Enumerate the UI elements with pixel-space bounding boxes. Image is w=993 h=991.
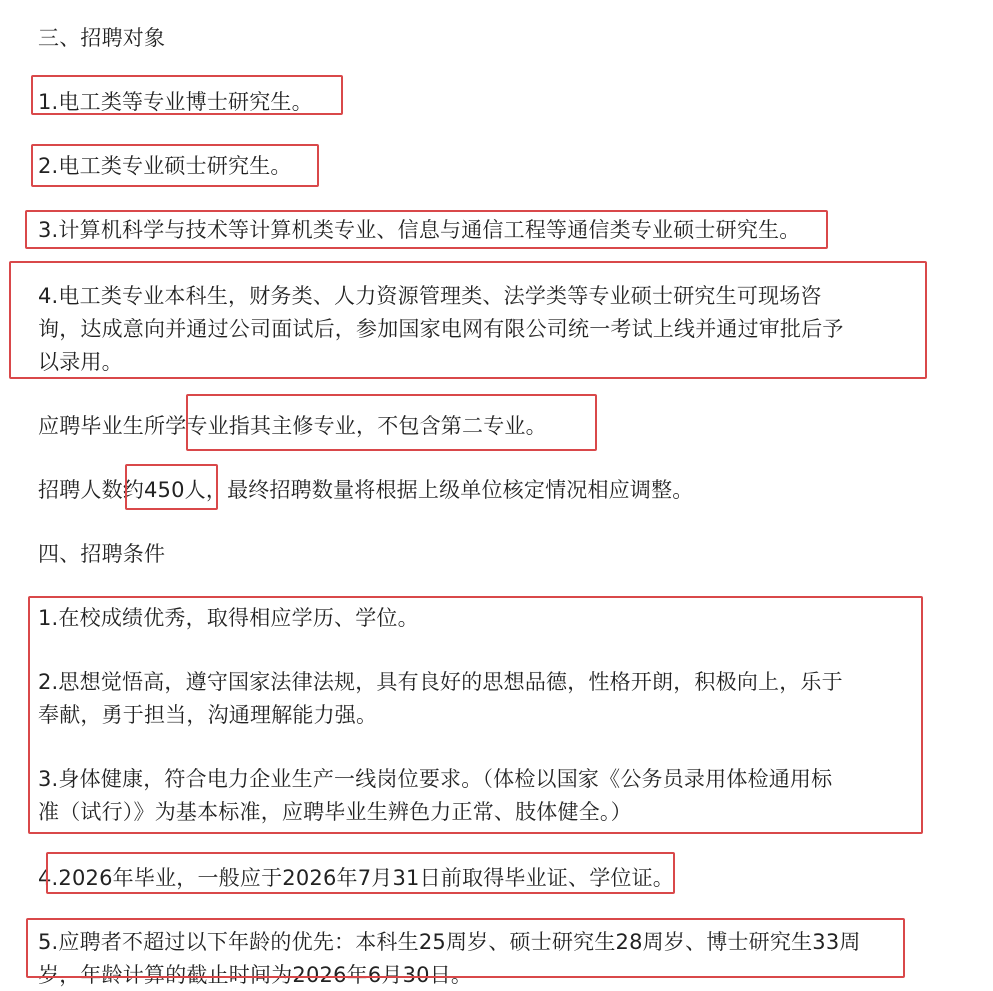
condition-item-2-line-1: 2.思想觉悟高，遵守国家法律法规，具有良好的思想品德，性格开朗，积极向上，乐于 <box>38 670 843 694</box>
condition-item-5-line-2: 岁，年龄计算的截止时间为2026年6月30日。 <box>38 963 473 987</box>
target-item-1: 1.电工类等专业博士研究生。 <box>38 90 313 114</box>
target-item-4-line-1: 4.电工类专业本科生，财务类、人力资源管理类、法学类等专业硕士研究生可现场咨 <box>38 284 822 308</box>
condition-item-4: 4.2026年毕业，一般应于2026年7月31日前取得毕业证、学位证。 <box>38 866 675 890</box>
heading-recruitment-targets: 三、招聘对象 <box>38 26 166 50</box>
condition-item-5-line-1: 5.应聘者不超过以下年龄的优先：本科生25周岁、硕士研究生28周岁、博士研究生33周 <box>38 930 861 954</box>
target-item-3: 3.计算机科学与技术等计算机类专业、信息与通信工程等通信类专业硕士研究生。 <box>38 218 801 242</box>
condition-item-1: 1.在校成绩优秀，取得相应学历、学位。 <box>38 606 419 630</box>
target-item-2: 2.电工类专业硕士研究生。 <box>38 154 292 178</box>
target-item-4-line-2: 询，达成意向并通过公司面试后，参加国家电网有限公司统一考试上线并通过审批后予 <box>38 317 844 341</box>
target-item-4-line-3: 以录用。 <box>38 350 123 374</box>
heading-recruitment-conditions: 四、招聘条件 <box>38 542 166 566</box>
major-note: 应聘毕业生所学专业指其主修专业，不包含第二专业。 <box>38 414 547 438</box>
condition-item-3-line-2: 准（试行）》为基本标准，应聘毕业生辨色力正常、肢体健全。） <box>38 800 632 824</box>
condition-item-3-line-1: 3.身体健康，符合电力企业生产一线岗位要求。（体检以国家《公务员录用体检通用标 <box>38 767 833 791</box>
headcount-note: 招聘人数约450人，最终招聘数量将根据上级单位核定情况相应调整。 <box>38 478 694 502</box>
condition-item-2-line-2: 奉献，勇于担当，沟通理解能力强。 <box>38 703 378 727</box>
